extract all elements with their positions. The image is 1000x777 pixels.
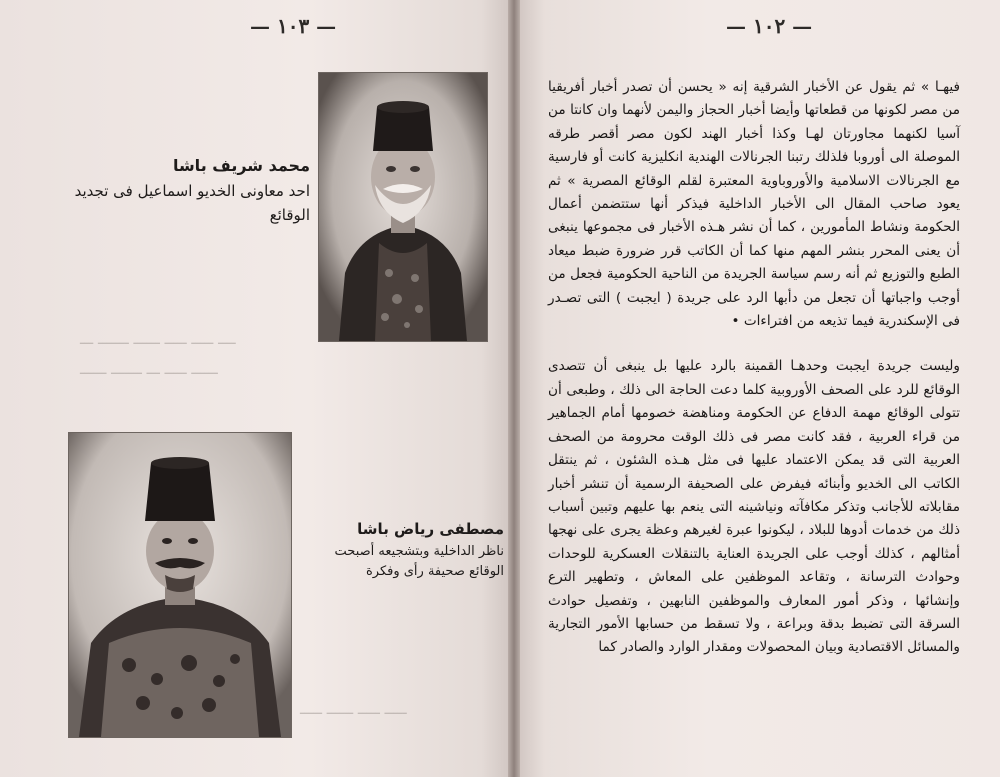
caption-description: ناظر الداخلية وبتشجيعه أصبحت الوقائع صحيفة رأى وفكرة: [334, 544, 504, 579]
caption-description: احد معاونى الخديو اسماعيل فى تجديد الوقائع: [74, 182, 310, 224]
caption-figure-2: [298, 520, 504, 582]
portrait-mostafa-riad-pasha: [68, 432, 292, 738]
page-number-left: — ١٠٣ —: [250, 14, 337, 38]
bleed-through-text: ــــــ ـــــ ـــ ـــــــ ــــــ: [80, 360, 218, 378]
caption-figure-1: [70, 156, 310, 227]
bleed-through-text: ـــــ ـــــ ــــــ ـــــ: [300, 700, 407, 718]
caption-name: محمد شريف باشا: [172, 156, 310, 175]
book-gutter: [508, 0, 520, 777]
bleed-through-text: ــــ ـــــ ـــــ ــــــ ـــــــ ـــ: [80, 330, 236, 348]
page-number-right: — ١٠٢ —: [726, 14, 813, 38]
portrait-mohamed-sherif-pasha: [318, 72, 488, 342]
caption-name: مصطفى رياض باشا: [357, 520, 504, 538]
paragraph: وليست جريدة ايجبت وحدهـا القمينة بالرد عليها بل ينبغى أن تتصدى الوقائع للرد على الصحف الأوروبية كلما دعت الحاجة الى ذلك ، وطبعى أن تتولى الوقائع مهمة الدفاع عن الحكومة ومناهضة خصومها أمام الجماهير من قراء العربية ، فقد كانت مصر فى ذلك الوقت محرومة من الصحف العربية التى قد يمكن الاعتماد عليها فى مثل هـذه الشئون ، ثم ينتقل الكاتب الى الخديو وأبنائه فيفرض على الصحيفة الرسمية أن تنشر أخبار مقابلاته للأجانب وتذكر مكافآته ونياشينه التى ينعم بها عليهم وتبين أسباب ذلك من خدمات أدوها للبلاد ، ليكونوا عبرة لغيرهم وعظة يجرى على نهجها أمثالهم ، كذلك أوجب على الجريدة العناية بالتنقلات العسكرية للوحدات وحوادث الترسانة ، وتقاعد الموظفين على المعاش ، وتطهير الترع وإنشائها ، وذكر أمور المعارف والموظفين النابهين ، وتفصيل حوادث السرقة التى تضبط بدقة وبراعة ، ولا تسقط من حسابها الأمور التجارية والمسائل الاقتصادية وبيان المحصولات ومقدار الوارد والصادر كما: [548, 358, 960, 656]
body-text: [548, 76, 960, 660]
paragraph: فيهـا » ثم يقول عن الأخبار الشرقية إنه « يحسن أن تصدر أخبار أفريقيا من مصر لكونها من قطعاتها وأيضا أخبار الحجاز واليمن لأنهما وان كانتا من آسيا لكنهما مجاورتان لهـا وكذا أخبار الهند لكون مصر أقصر طرقه الموصلة الى أوروبا فلذلك رتبنا الجرنالات الهندية انكليزية كانت أو فارسية مع الجرنالات الاسلامية والأوروباوية المعتبرة لقلم الوقائع المصرية » ثم يعود صاحب المقال الى الأخبار الداخلية فيذكر أنها ستتضمن أعمال الحكومة ونشاط المأمورين ، كما أن نشر هـذه الأخبار فى مجموعها ينبغى أن يعنى المحرر بنشر المهم منها كما أن الكاتب قرر ضرورة ضبط ميعاد الطبع والتوزيع ثم أنه رسم سياسة الجريدة من الناحية الحكومية فجعل من أوجب واجباتها أن تجعل من دأبها الرد على جريدة ( ايجبت ) التى تصـدر فى الإسكندرية فيما تذيعه من افتراءات •: [548, 79, 960, 330]
